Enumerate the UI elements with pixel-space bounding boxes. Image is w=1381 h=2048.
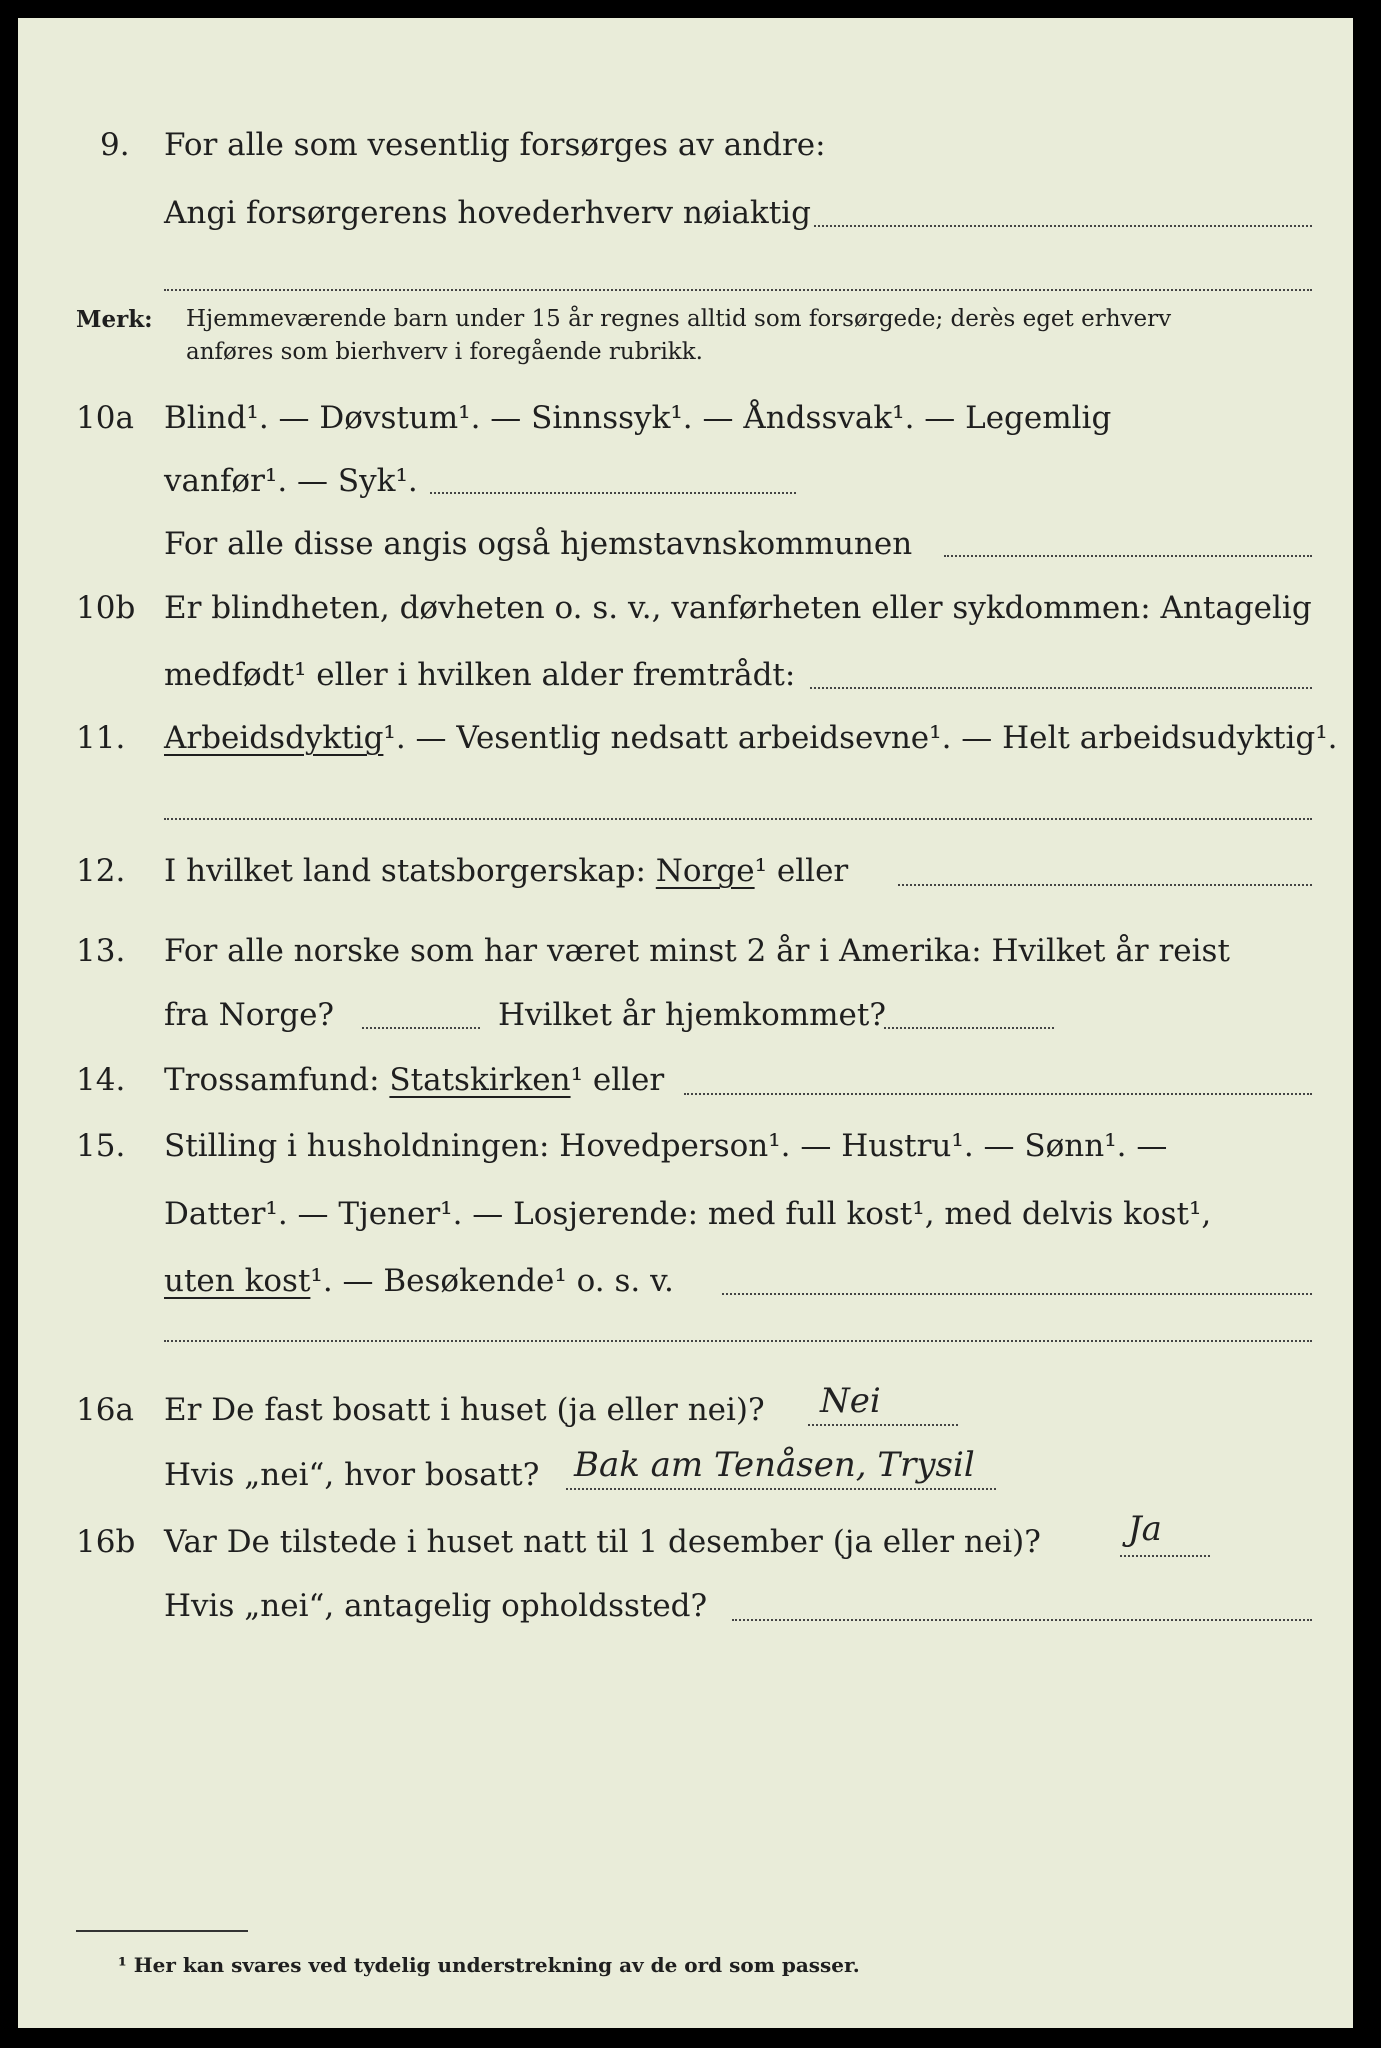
q11-extra-line[interactable] [164, 818, 1312, 820]
q11-number: 11. [76, 720, 126, 756]
q14-answer-field[interactable] [684, 1093, 1312, 1095]
q15-line2: Datter¹. — Tjener¹. — Losjerende: med full kost¹, med delvis kost¹, [164, 1196, 1212, 1232]
q15-line3-rest: ¹. — Besøkende¹ o. s. v. [310, 1263, 674, 1299]
q16a-number: 16a [76, 1392, 134, 1428]
q14-line [164, 1062, 665, 1098]
merk-line2: anføres som bierhverv i foregående rubrikk. [186, 339, 703, 365]
q15-answer-field[interactable] [722, 1293, 1312, 1295]
q10b-answer-field[interactable] [810, 687, 1312, 689]
q9-answer-field[interactable] [814, 225, 1312, 227]
q12-text: I hvilket land statsborgerskap: [164, 853, 646, 889]
q15-line1: Stilling i husholdningen: Hovedperson¹. — Hustru¹. — Sønn¹. — [164, 1128, 1168, 1164]
q9-line2: Angi forsørgerens hovederhverv nøiaktig [164, 195, 811, 231]
q14-text: Trossamfund: [164, 1062, 380, 1098]
q13-line2a: fra Norge? [164, 997, 335, 1033]
q11-line [164, 720, 1338, 756]
q14-option-statskirken[interactable]: Statskirken [389, 1062, 571, 1098]
q12-answer-field[interactable] [898, 884, 1312, 886]
merk-line1: Hjemmeværende barn under 15 år regnes alltid som forsørgede; derès eget erhverv [186, 306, 1172, 332]
q10a-line3: For alle disse angis også hjemstavnskommunen [164, 526, 913, 562]
q10a-hometown-field[interactable] [944, 555, 1312, 557]
q16a-line1: Er De fast bosatt i huset (ja eller nei)? [164, 1392, 765, 1428]
footnote-rule [76, 1930, 248, 1932]
q15-extra-line[interactable] [164, 1340, 1312, 1342]
q16b-handwritten-answer1: Ja [1128, 1509, 1162, 1549]
q11-rest: ¹. — Vesentlig nedsatt arbeidsevne¹. — Helt arbeidsudyktig¹. [383, 720, 1338, 756]
q13-line1: For alle norske som har været minst 2 år i Amerika: Hvilket år reist [164, 933, 1230, 969]
q16a-handwritten-answer1: Nei [820, 1381, 881, 1421]
q10a-answer-field[interactable] [430, 492, 796, 494]
footnote: ¹ Her kan svares ved tydelig understrekning av de ord som passer. [118, 1953, 860, 1977]
q10a-line2: vanfør¹. — Syk¹. [164, 463, 418, 499]
q13-number: 13. [76, 933, 126, 969]
q12-post: ¹ eller [754, 853, 849, 889]
q12-number: 12. [76, 853, 126, 889]
q10b-line2: medfødt¹ eller i hvilken alder fremtrådt: [164, 657, 796, 693]
q16b-answer2-field[interactable] [732, 1619, 1312, 1621]
q15-line3 [164, 1263, 674, 1299]
q14-post: ¹ eller [570, 1062, 665, 1098]
q16b-answer1-field[interactable] [1120, 1555, 1210, 1557]
q12-option-norge[interactable]: Norge [655, 853, 755, 889]
q11-option-arbeidsdyktig[interactable]: Arbeidsdyktig [164, 720, 384, 756]
q9-line1: For alle som vesentlig forsørges av andre: [164, 127, 826, 163]
q10b-line1: Er blindheten, døvheten o. s. v., vanførheten eller sykdommen: Antagelig [164, 590, 1312, 626]
q13-line2b: Hvilket år hjemkommet? [498, 997, 886, 1033]
q16a-handwritten-answer2: Bak am Tenåsen, Trysil [574, 1445, 975, 1485]
merk-label: Merk: [76, 306, 153, 333]
q13-year-left-field[interactable] [362, 1027, 480, 1029]
q10a-line1: Blind¹. — Døvstum¹. — Sinnssyk¹. — Åndssvak¹. — Legemlig [164, 400, 1112, 436]
q16b-line2: Hvis „nei“, antagelig opholdssted? [164, 1588, 708, 1624]
q10a-number: 10a [76, 400, 134, 436]
q12-line [164, 853, 849, 889]
census-form-page [18, 18, 1353, 2028]
q16a-answer2-field[interactable] [566, 1488, 996, 1490]
q14-number: 14. [76, 1062, 126, 1098]
q16b-number: 16b [76, 1524, 136, 1560]
q16a-answer1-field[interactable] [808, 1424, 958, 1426]
q16b-line1: Var De tilstede i huset natt til 1 desember (ja eller nei)? [164, 1524, 1041, 1560]
q15-option-uten-kost[interactable]: uten kost [164, 1263, 311, 1299]
q9-number: 9. [100, 127, 130, 163]
q10b-number: 10b [76, 590, 136, 626]
q16a-line2: Hvis „nei“, hvor bosatt? [164, 1457, 540, 1493]
q13-year-returned-field[interactable] [884, 1027, 1054, 1029]
q15-number: 15. [76, 1128, 126, 1164]
q9-extra-line[interactable] [164, 289, 1312, 291]
